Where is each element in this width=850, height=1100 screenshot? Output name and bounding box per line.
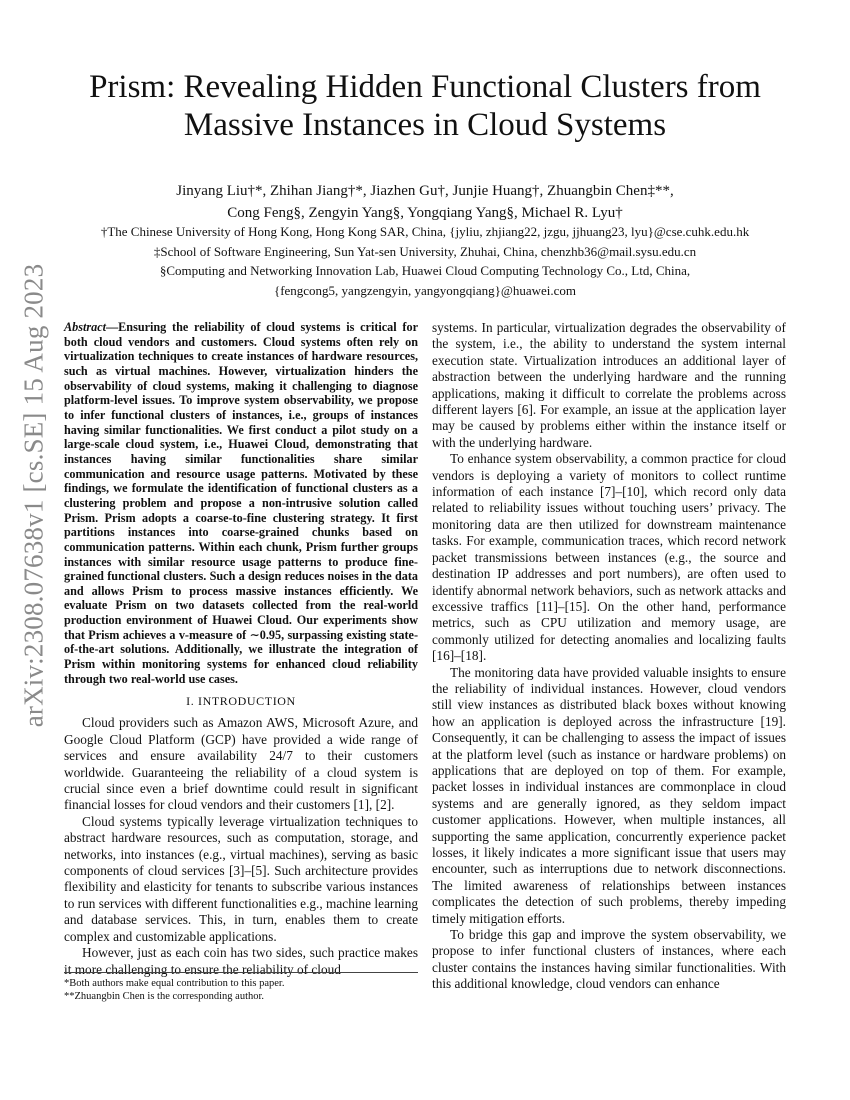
intro-paragraph-2: Cloud systems typically leverage virtualization techniques to abstract hardware resources, such as computation, storage, and networks, into instances (e.g., virtual machines), serving as basic components of cloud services [3]–[5]. Such architecture provides flexibility and elasticity for tenants to subscribe various instances to run services with different functionalities e.g., machine learning and database services. This, in turn, enables them to create complex and customizable applications.: [64, 813, 418, 944]
right-column: [432, 320, 786, 993]
intro-paragraph-3: However, just as each coin has two sides, such practice makes it more challenging to ensure the reliability of cloud: [64, 945, 418, 977]
authors-line-1: Jinyang Liu†*, Zhihan Jiang†*, Jiazhen Gu†, Junjie Huang†, Zhuangbin Chen‡**,: [176, 183, 674, 199]
affiliation-huawei-emails: {fengcong5, yangzengyin, yangyongqiang}@huawei.com: [273, 282, 577, 298]
intro-paragraph-4: To enhance system observability, a common practice for cloud vendors is deploying a variety of monitors to collect runtime information of each instance [7]–[10], which record only data related to reliability issues without touching users’ privacy. The monitoring data are then utilized for downstream maintenance tasks. For example, communication traces, which record network packet transmissions between instances (e.g., the source and destination IP addresses and port numbers), are often used to identify abnormal network behaviors, such as network attacks and excessive traffics [11]–[15]. On the other hand, performance metrics, such as CPU utilization and memory usage, are commonly utilized for detecting anomalies and localizing faults [16]–[18].: [432, 451, 786, 664]
footnote-corresponding-author: **Zhuangbin Chen is the corresponding author.: [64, 991, 265, 1002]
intro-paragraph-5: The monitoring data have provided valuable insights to ensure the reliability of individual instances. However, cloud vendors still view instances as distributed black boxes without knowing how an application is deployed across the infrastructure [19]. Consequently, it can be challenging to assess the impact of issues at the platform level (such as instance or hardware problems) on applications that are deployed on top of them. For example, packet losses in individual instances are commonplace in cloud systems and are generally ignored, as they seldom impact customer applications. However, when multiple instances, all supporting the same application, concurrently experience packet losses, it likely indicates a more significant issue that users may encounter, such as interruptions due to network disconnections. The limited awareness of relationships between instances complicates the detection of such problems, thereby impeding timely mitigation efforts.: [432, 664, 786, 926]
abstract-text: —Ensuring the reliability of cloud systems is critical for both cloud vendors and customers. Cloud systems often rely on virtualization techniques to create instances of hardware resources, such as virtual machines. However, virtualization hinders the observability of cloud systems, making it challenging to diagnose platform-level issues. To improve system observability, we propose to infer functional clusters of instances, i.e., groups of instances having similar functionalities. We first conduct a pilot study on a large-scale cloud system, i.e., Huawei Cloud, demonstrating that instances having similar functionalities share similar communication and resource usage patterns. Motivated by these findings, we formulate the identification of functional clusters as a clustering problem and propose a non-intrusive solution called Prism. Prism adopts a coarse-to-fine clustering strategy. It first partitions instances into coarse-grained chunks based on communication patterns. Within each chunk, Prism further groups instances with similar resource usage patterns to produce fine-grained functional clusters. Such a design reduces noises in the data and allows Prism to process massive instances efficiently. We evaluate Prism on two datasets collected from the real-world production environment of Huawei Cloud. Our experiments show that Prism achieves a v-measure of ∼0.95, surpassing existing state-of-the-art solutions. Additionally, we illustrate the integration of Prism within monitoring systems for enhanced cloud reliability through two real-world use cases.: [64, 320, 418, 686]
paper-title: Prism: Revealing Hidden Functional Clusters from Massive Instances in Cloud Systems: [89, 69, 761, 143]
affiliation-huawei: §Computing and Networking Innovation Lab, Huawei Cloud Computing Technology Co., Ltd, China,: [159, 263, 691, 278]
abstract: [64, 320, 418, 686]
affiliation-sysu: ‡School of Software Engineering, Sun Yat-sen University, Zhuhai, China, chenzhb36@mail.sysu.edu.cn: [153, 243, 697, 259]
affiliations: [60, 222, 790, 300]
left-column: [64, 320, 418, 978]
section-heading-introduction: I. INTRODUCTION: [186, 694, 296, 709]
footnotes: [64, 972, 418, 1003]
intro-paragraph-1: Cloud providers such as Amazon AWS, Microsoft Azure, and Google Cloud Platform (GCP) have provided a wide range of services and ensure availability 24/7 to their customers worldwide. Guaranteeing the reliability of a cloud system is crucial since even a brief downtime could result in significant financial losses for cloud vendors and their customers [1], [2].: [64, 715, 418, 813]
abstract-lead: Abstract: [64, 320, 106, 334]
intro-paragraph-3-continued: systems. In particular, virtualization degrades the observability of the system, i.e., the ability to understand the system internal execution state. Virtualization introduces an additional layer of abstraction between the underlying hardware and the running applications, making it difficult to correlate the problems across different layers [6]. For example, an issue at the application layer may be caused by problems either within the instance itself or with the underlying hardware.: [432, 320, 786, 450]
footnote-equal-contribution: *Both authors make equal contribution to this paper.: [64, 978, 285, 989]
affiliation-cuhk: †The Chinese University of Hong Kong, Hong Kong SAR, China, {jyliu, zhjiang22, jzgu, jjhuang23, lyu}@cse.cuhk.edu.hk: [100, 224, 750, 239]
arxiv-id-text: arXiv:2308.07638v1 [cs.SE] 15 Aug 2023: [18, 263, 49, 727]
author-list: [60, 180, 790, 224]
authors-line-2: Cong Feng§, Zengyin Yang§, Yongqiang Yang§, Michael R. Lyu†: [227, 205, 623, 221]
intro-paragraph-6: To bridge this gap and improve the system observability, we propose to infer functional clusters of instances, where each cluster contains the instances having similar functionalities. With this additional knowledge, cloud vendors can enhance: [432, 927, 786, 992]
arxiv-identifier: [14, 263, 54, 727]
